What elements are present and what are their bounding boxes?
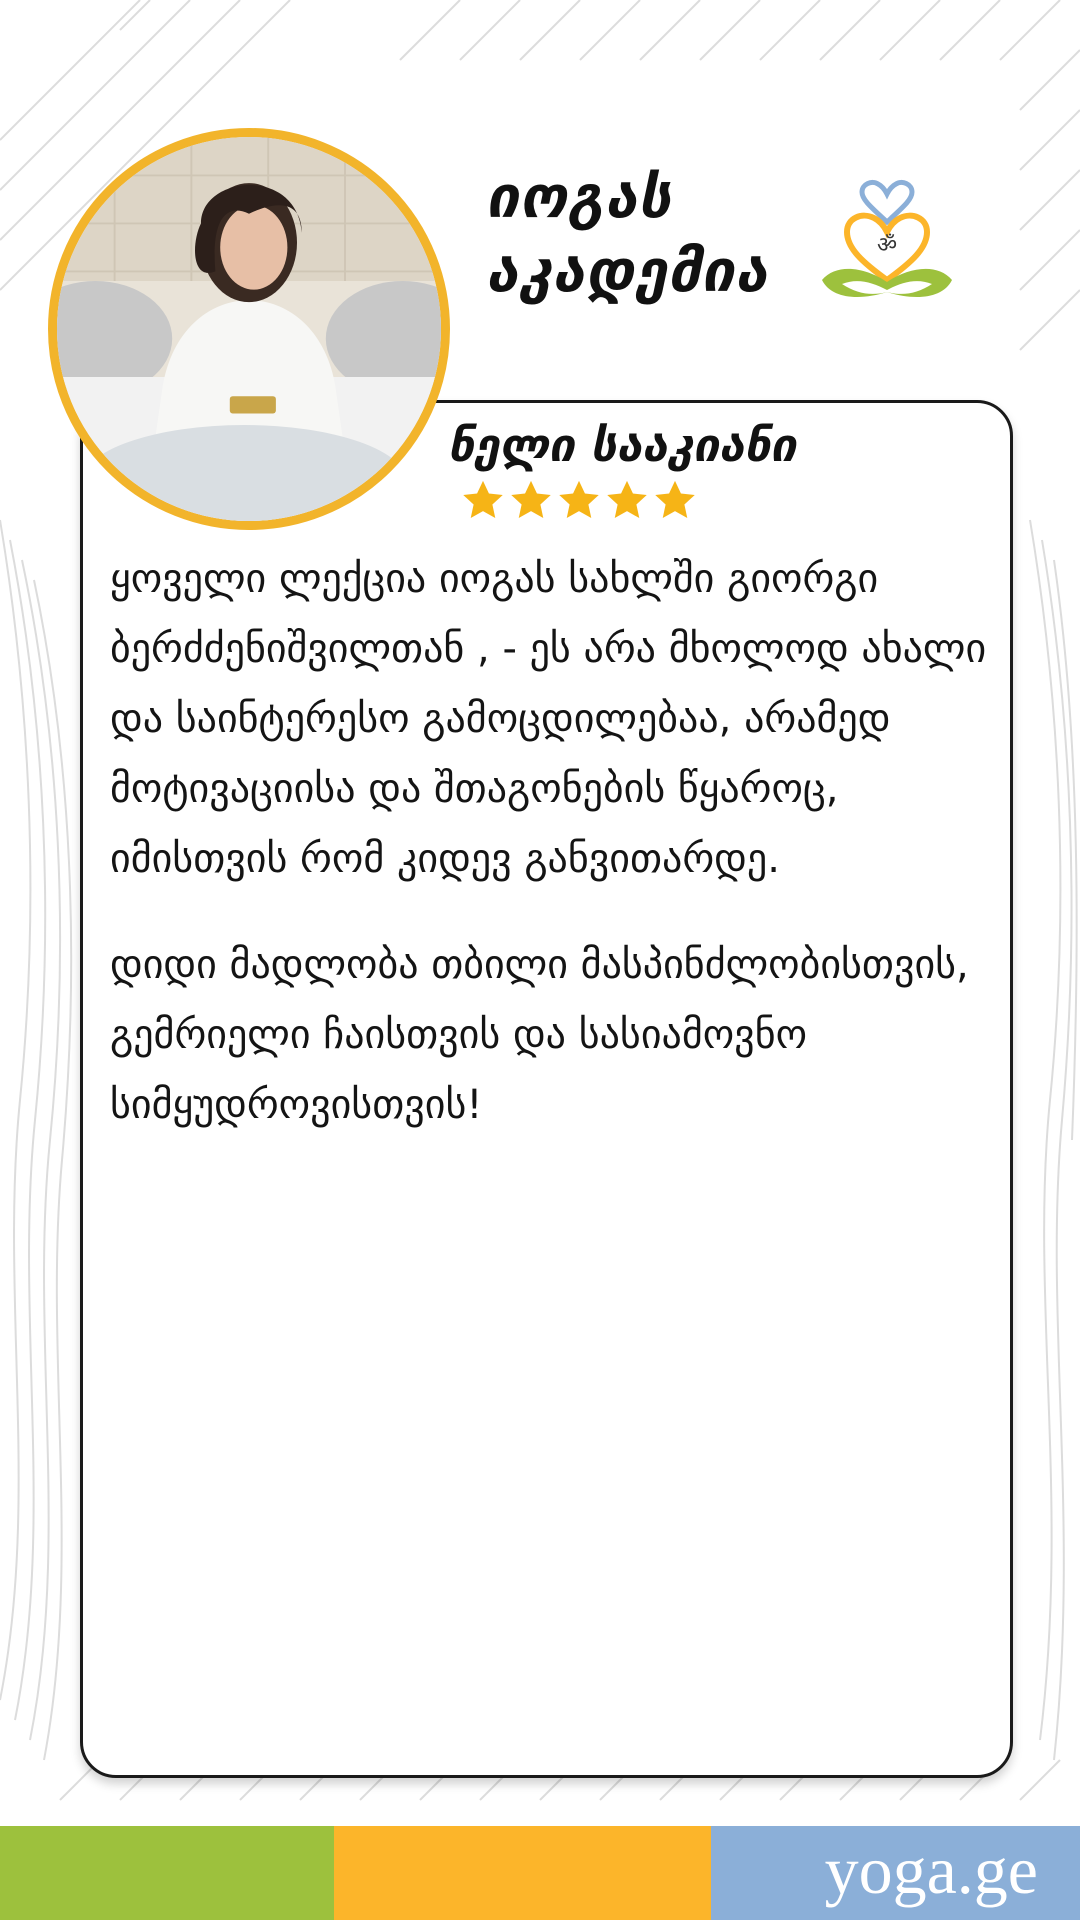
site-url[interactable]: yoga.ge: [824, 1832, 1038, 1908]
yoga-heart-om-logo-icon: [792, 150, 982, 340]
footer-color-bar: [0, 1826, 1080, 1920]
star-rating: [460, 478, 698, 524]
footer-yellow-segment: [334, 1826, 711, 1920]
star-icon: [508, 478, 554, 524]
review-text: [110, 544, 1000, 1176]
star-icon: [556, 478, 602, 524]
star-icon: [460, 478, 506, 524]
review-paragraph-2: დიდი მადლობა თბილი მასპინძლობისთვის, გემრიელი ჩაისთვის და სასიამოვნო სიმყუდროვისთვის!: [110, 942, 969, 1128]
brand-title: [486, 160, 786, 308]
review-paragraph-1: ყოველი ლექცია იოგას სახლში გიორგი ბერძძენიშვილთან , - ეს არა მხოლოდ ახალი და საინტერესო გამოცდილებაა, არამედ მოტივაციისა და შთაგონების წყაროც, იმისთვის რომ კიდევ განვითარდე.: [110, 556, 987, 882]
brand-title-line2: აკადემია: [486, 237, 769, 305]
svg-text:ॐ: ॐ: [876, 233, 898, 258]
brand-title-line1: იოგას: [486, 163, 672, 231]
reviewer-photo: [57, 137, 441, 521]
yoga-academy-logo: [792, 150, 982, 340]
reviewer-name: ნელი სააკიანი: [448, 418, 797, 472]
footer-blue-segment: [711, 1826, 1080, 1920]
star-icon: [604, 478, 650, 524]
reviewer-avatar: [48, 128, 450, 530]
footer-green-segment: [0, 1826, 334, 1920]
star-icon: [652, 478, 698, 524]
